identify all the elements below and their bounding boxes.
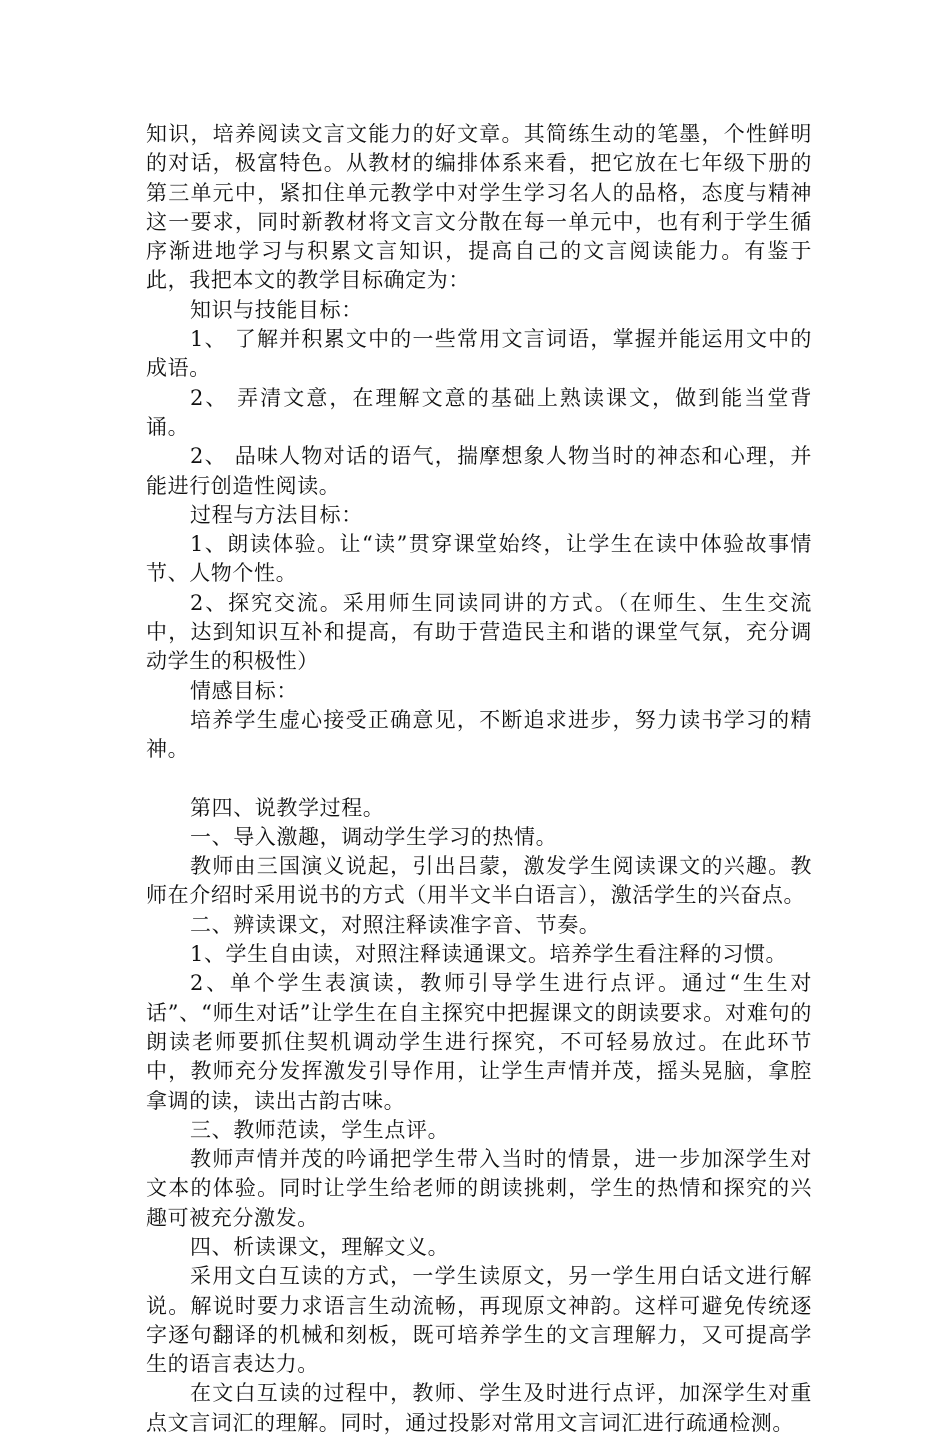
heading-teaching-process: 第四、说教学过程。 <box>190 795 385 820</box>
paragraph-goal-3: 2、 品味人物对话的语气，揣摩想象人物当时的神态和心理，并能进行创造性阅读。 <box>146 444 812 498</box>
heading-step-4: 四、析读课文，理解文义。 <box>190 1234 450 1259</box>
paragraph-step-1: 教师由三国演义说起，引出吕蒙，激发学生阅读课文的兴趣。教师在介绍时采用说书的方式（用半文半白语言），激活学生的兴奋点。 <box>146 854 812 908</box>
paragraph-step-4-2: 在文白互读的过程中，教师、学生及时进行点评，加深学生对重点文言词汇的理解。同时，通过投影对常用文言词汇进行疏通检测。 <box>146 1381 812 1435</box>
paragraph-step-3: 教师声情并茂的吟诵把学生带入当时的情景，进一步加深学生对文本的体验。同时让学生给老师的朗读挑刺，学生的热情和探究的兴趣可被充分激发。 <box>146 1147 812 1230</box>
paragraph-goal-1: 1、 了解并积累文中的一些常用文言词语，掌握并能运用文中的成语。 <box>146 327 812 381</box>
heading-step-3: 三、教师范读，学生点评。 <box>190 1117 450 1142</box>
paragraph-emotion: 培养学生虚心接受正确意见，不断追求进步，努力读书学习的精神。 <box>146 707 812 762</box>
paragraph-step-4-1: 采用文白互读的方式，一学生读原文，另一学生用白话文进行解说。解说时要力求语言生动流畅，再现原文神韵。这样可避免传统逐字逐句翻译的机械和刻板，既可培养学生的文言理解力，又可提高学生的语言表达力。 <box>146 1264 812 1377</box>
heading-process-goals: 过程与方法目标： <box>190 502 363 527</box>
heading-emotion-goals: 情感目标： <box>190 678 298 703</box>
paragraph-goal-2: 2、 弄清文意，在理解文意的基础上熟读课文，做到能当堂背诵。 <box>146 385 812 439</box>
heading-step-2: 二、辨读课文，对照注释读准字音、节奏。 <box>190 912 601 937</box>
paragraph-process-2: 2、探究交流。采用师生同读同讲的方式。（在师生、生生交流中，达到知识互补和提高，有助于营造民主和谐的课堂气氛，充分调动学生的积极性） <box>146 590 812 674</box>
paragraph-process-1: 1、朗读体验。让“读”贯穿课堂始终，让学生在读中体验故事情节、人物个性。 <box>146 532 812 586</box>
paragraph-step-2-1: 1、学生自由读，对照注释读通课文。培养学生看注释的习惯。 <box>190 942 788 967</box>
paragraph-step-2-2: 2、单个学生表演读，教师引导学生进行点评。通过“生生对话”、“师生对话”让学生在自主探究中把握课文的朗读要求。对难句的朗读老师要抓住契机调动学生进行探究，不可轻易放过。在此环节中，教师充分发挥激发引导作用，让学生声情并茂，摇头晃脑，拿腔拿调的读，读出古韵古味。 <box>146 971 812 1113</box>
heading-step-1: 一、导入激趣，调动学生学习的热情。 <box>190 824 558 849</box>
document-body <box>146 120 812 1438</box>
blank-line <box>146 765 812 794</box>
heading-knowledge-goals: 知识与技能目标： <box>190 297 363 322</box>
paragraph-intro: 知识，培养阅读文言文能力的好文章。其简练生动的笔墨，个性鲜明的对话，极富特色。从教材的编排体系来看，把它放在七年级下册的第三单元中，紧扣住单元教学中对学生学习名人的品格，态度与精神这一要求，同时新教材将文言文分散在每一单元中，也有利于学生循序渐进地学习与积累文言知识，提高自己的文言阅读能力。有鉴于此，我把本文的教学目标确定为： <box>146 122 812 293</box>
